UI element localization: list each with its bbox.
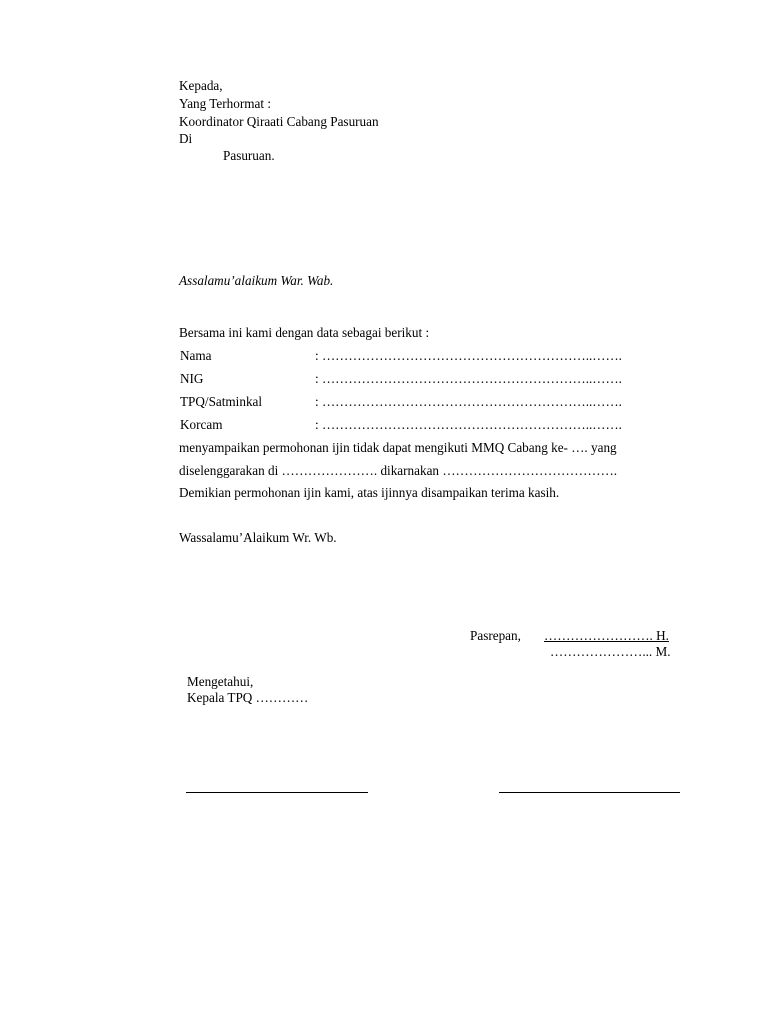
body-line-3: Demikian permohonan ijin kami, atas ijinnya disampaikan terima kasih.	[179, 485, 560, 500]
acknowledgement-label: Mengetahui,	[187, 674, 254, 689]
intro-text: Bersama ini kami dengan data sebagai berikut :	[179, 325, 430, 340]
recipient-line-kepada: Kepada,	[179, 78, 223, 93]
place-label: Pasrepan,	[470, 628, 521, 643]
date-masehi: …………………... M.	[550, 644, 671, 659]
recipient-line-di: Di	[179, 131, 193, 146]
signature-line-right	[499, 792, 680, 793]
acknowledgement-title: Kepala TPQ …………	[187, 690, 309, 705]
field-value-nig: : ……………………………………………………..…….	[315, 371, 622, 386]
greeting: Assalamu’alaikum War. Wab.	[179, 273, 334, 288]
closing-salutation: Wassalamu’Alaikum Wr. Wb.	[179, 530, 337, 545]
field-label-tpq-satminkal: TPQ/Satminkal	[180, 394, 263, 409]
field-value-tpq-satminkal: : ……………………………………………………..…….	[315, 394, 622, 409]
signature-line-left	[186, 792, 368, 793]
field-label-korcam: Korcam	[180, 417, 223, 432]
field-label-nig: NIG	[180, 371, 204, 386]
field-value-nama: : ……………………………………………………..…….	[315, 348, 622, 363]
recipient-line-city: Pasuruan.	[223, 148, 275, 163]
date-hijri: ……………………. H.	[544, 628, 669, 643]
body-line-2: diselenggarakan di …………………. dikarnakan ………………………………….	[179, 463, 618, 478]
body-line-1: menyampaikan permohonan ijin tidak dapat mengikuti MMQ Cabang ke- …. yang	[179, 440, 617, 455]
recipient-line-koordinator: Koordinator Qiraati Cabang Pasuruan	[179, 114, 379, 129]
field-value-korcam: : ……………………………………………………..…….	[315, 417, 622, 432]
recipient-line-yang-terhormat: Yang Terhormat :	[179, 96, 271, 111]
field-label-nama: Nama	[180, 348, 212, 363]
